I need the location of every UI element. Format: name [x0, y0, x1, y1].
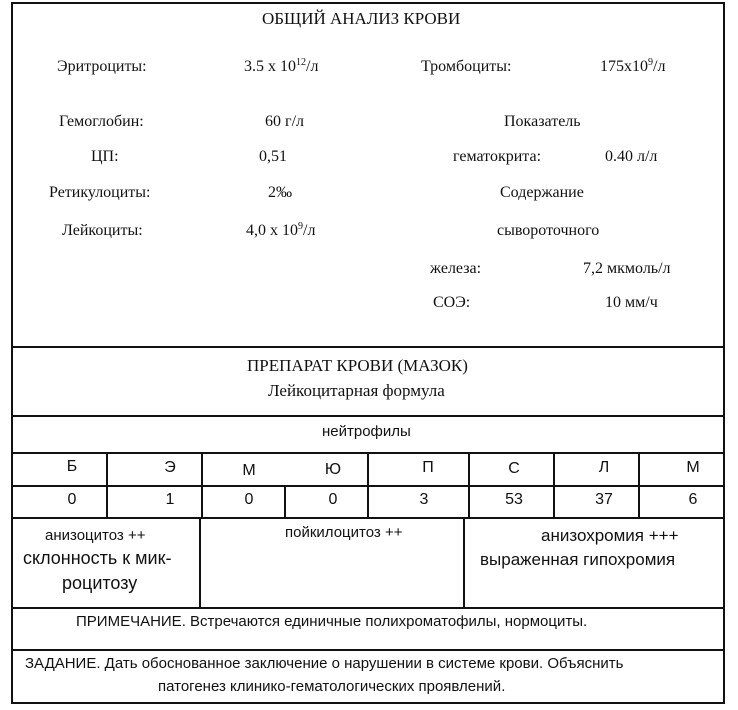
value-col-line-2 — [201, 485, 203, 517]
value-col-line-3 — [284, 485, 286, 517]
smear-title: ПРЕПАРАТ КРОВИ (МАЗОК) — [247, 356, 468, 375]
erythrocytes-value — [244, 58, 318, 76]
note-anisochromia: анизохромия +++ — [541, 526, 679, 545]
blood-test-title: ОБЩИЙ АНАЛИЗ КРОВИ — [262, 9, 461, 28]
smear-subtitle: Лейкоцитарная формула — [268, 381, 445, 400]
header-metamyelocytes: Ю — [324, 461, 342, 478]
remark-text: ПРИМЕЧАНИЕ. Встречаются единичные полихроматофилы, нормоциты. — [76, 613, 588, 630]
hemoglobin-value: 60 г/л — [265, 113, 304, 130]
leukocytes-label: Лейкоциты: — [62, 222, 143, 239]
header-col-line-1 — [106, 452, 108, 485]
platelets-value — [600, 58, 665, 76]
value-metamyelocytes: 0 — [328, 491, 338, 508]
header-col-line-3 — [367, 452, 369, 485]
erythrocytes-label: Эритроциты: — [57, 58, 147, 75]
serum-iron-value: 7,2 мкмоль/л — [583, 260, 671, 277]
header-monocytes: М — [686, 459, 700, 476]
notes-col-line-2 — [463, 517, 465, 608]
task-line-2: патогенез клинико-гематологических проявлений. — [158, 678, 506, 695]
divider-notes — [11, 607, 725, 609]
value-col-line-6 — [553, 485, 555, 517]
header-lymphocytes: Л — [598, 459, 610, 476]
esr-value: 10 мм/ч — [605, 294, 658, 311]
leukocytes-value-unit: /л — [303, 222, 316, 239]
value-col-line-5 — [468, 485, 470, 517]
value-col-line-7 — [638, 485, 640, 517]
value-band: 3 — [419, 491, 429, 508]
note-microcytosis-2: роцитозу — [62, 573, 138, 593]
erythrocytes-value-base: 3.5 х 10 — [244, 58, 296, 75]
header-col-line-4 — [468, 452, 470, 485]
color-index-label: ЦП: — [91, 148, 119, 165]
document-frame — [11, 2, 725, 704]
header-band: П — [422, 459, 434, 476]
value-segmented: 53 — [505, 491, 523, 508]
serum-iron-label-3: железа: — [430, 260, 482, 277]
neutrophils-label: нейтрофилы — [322, 423, 411, 440]
hematocrit-label-2: гематокрита: — [453, 148, 542, 165]
hemoglobin-label: Гемоглобин: — [59, 113, 144, 130]
divider-remark — [11, 649, 725, 651]
header-col-line-5 — [553, 452, 555, 485]
value-basophils: 0 — [67, 491, 77, 508]
value-col-line-4 — [367, 485, 369, 517]
color-index-value: 0,51 — [259, 148, 287, 165]
serum-iron-label-2: сывороточного — [497, 222, 600, 239]
platelets-value-unit: /л — [653, 58, 666, 75]
task-line-1: ЗАДАНИЕ. Дать обоснованное заключение о нарушении в системе крови. Объяснить — [25, 655, 624, 672]
value-monocytes: 6 — [688, 491, 698, 508]
divider-smear-header — [11, 415, 725, 417]
erythrocytes-value-exp: 12 — [296, 57, 306, 68]
serum-iron-label-1: Содержание — [500, 184, 584, 201]
value-lymphocytes: 37 — [595, 491, 613, 508]
leukocytes-value — [246, 222, 315, 240]
header-basophils: Б — [66, 458, 78, 475]
divider-blood-test — [11, 346, 725, 348]
reticulocytes-label: Ретикулоциты: — [49, 184, 151, 201]
header-myelocytes: М — [242, 462, 256, 479]
value-eosinophils: 1 — [165, 491, 175, 508]
hematocrit-label-1: Показатель — [504, 113, 581, 130]
divider-values — [11, 517, 725, 519]
header-col-line-2 — [201, 452, 203, 485]
leukocytes-value-exp: 9 — [298, 221, 303, 232]
notes-col-line-1 — [199, 517, 201, 608]
note-microcytosis-1: склонность к мик- — [23, 548, 172, 568]
value-col-line-1 — [106, 485, 108, 517]
header-eosinophils: Э — [164, 459, 176, 476]
platelets-label: Тромбоциты: — [421, 58, 512, 75]
note-hypochromia: выраженная гипохромия — [480, 550, 676, 569]
hematocrit-value: 0.40 л/л — [605, 148, 658, 165]
erythrocytes-value-unit: /л — [306, 58, 319, 75]
note-poikilocytosis: пойкилоцитоз ++ — [285, 524, 403, 541]
reticulocytes-value: 2‰ — [268, 184, 292, 201]
platelets-value-exp: 9 — [648, 57, 653, 68]
esr-label: СОЭ: — [433, 294, 471, 311]
value-myelocytes: 0 — [244, 491, 254, 508]
platelets-value-base: 175х10 — [600, 58, 648, 75]
header-segmented: С — [508, 460, 520, 477]
leukocytes-value-base: 4,0 х 10 — [246, 222, 298, 239]
header-col-line-6 — [638, 452, 640, 485]
note-anisocytosis: анизоцитоз ++ — [45, 527, 146, 544]
